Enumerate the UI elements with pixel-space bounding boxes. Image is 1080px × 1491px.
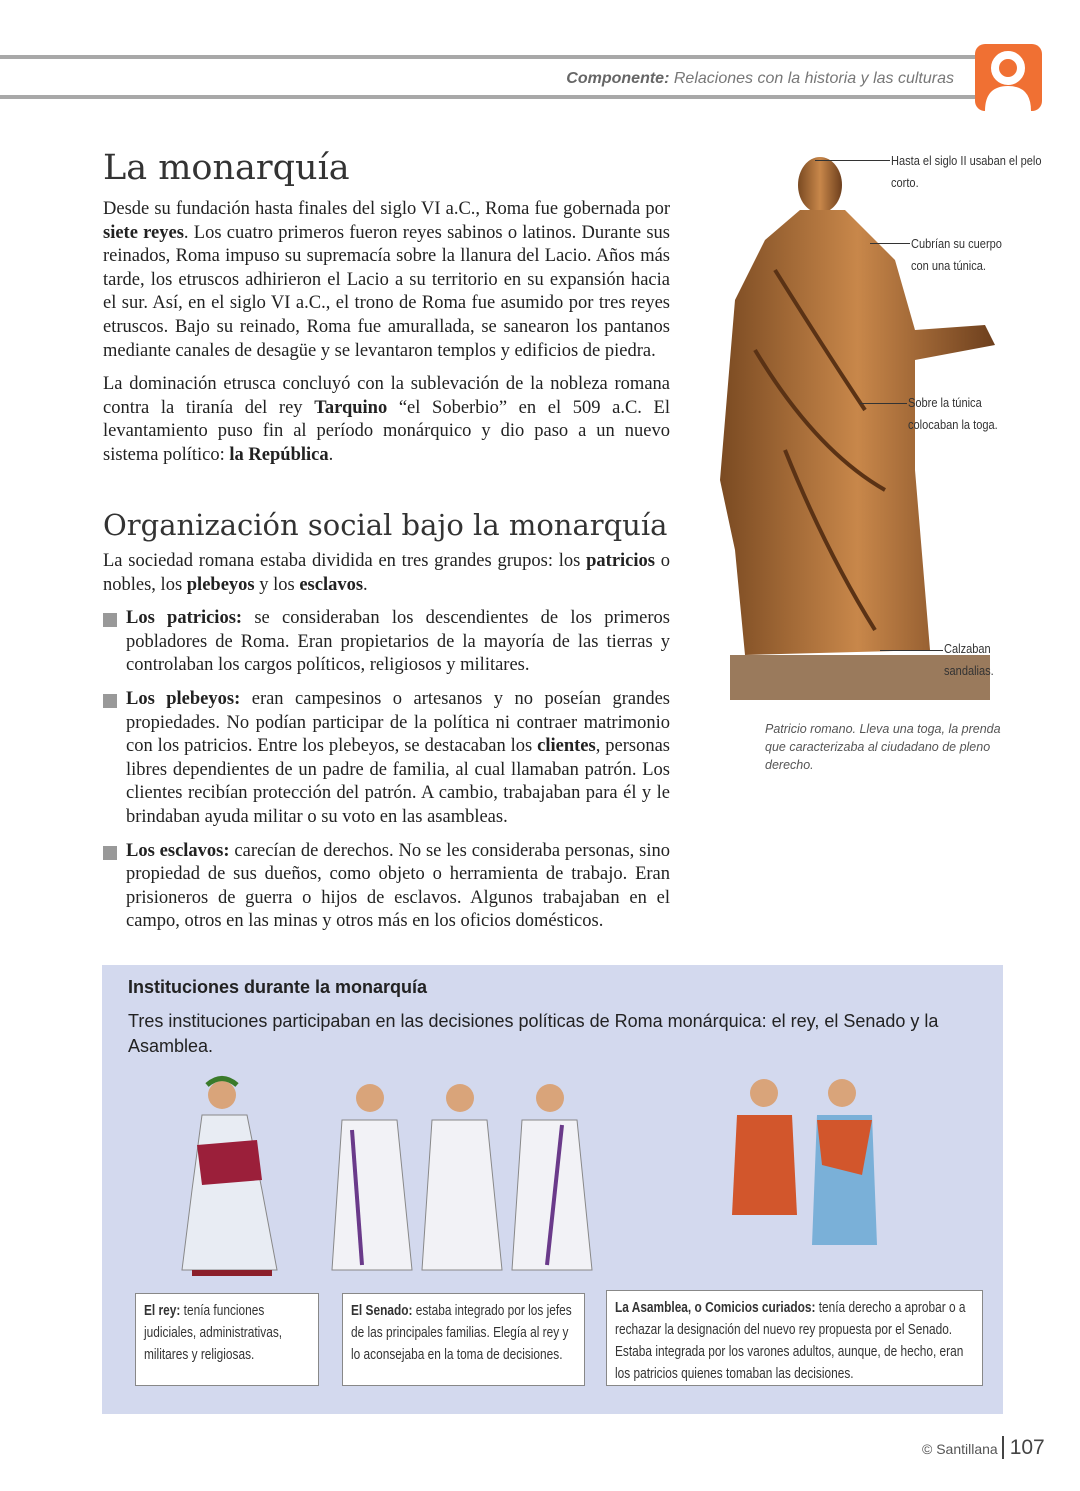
bullet-patricios (103, 607, 670, 678)
text-segment: . Los cuatro primeros fueron reyes sabinos o latinos. Durante sus reinados, Roma impuso su supremacía sobre la llanura del Lacio. Años más tarde, los etruscos adhirieron el Lacio a su territorio en su expansión hacia el sur. Así, en el siglo VI a.C., el trono de Roma fue asumido por tres reyes etruscos. Bajo su reinado, Roma fue amurallada, se sanearon los pantanos mediante canales de desagüe y se levantaron templos y edificios de piedra. (103, 222, 670, 361)
text-segment: tenía funciones judiciales, administrativas, militares y religiosas. (144, 1303, 283, 1363)
text-segment: Desde su fundación hasta finales del siglo VI a.C., Roma fue gobernada por (103, 199, 670, 219)
text-segment: . (363, 574, 368, 595)
annotation-sandals: Calzaban sandalias. (944, 641, 994, 678)
institutions-box (102, 965, 1003, 1414)
institutions-title: Instituciones durante la monarquía (128, 977, 428, 997)
leader-line (815, 160, 890, 161)
statue-caption: Patricio romano. Lleva una toga, la prenda que caracterizaba al ciudadano de pleno derecho. (765, 722, 1001, 772)
paragraph (103, 373, 670, 467)
text-segment: “el Soberbio” en el 509 a.C. El levantamiento puso fin al período monárquico y dio paso a un nuevo sistema político: (103, 397, 670, 465)
annotation-tunic: Cubrían su cuerpo con una túnica. (911, 236, 1002, 273)
text-segment: El rey: (144, 1303, 181, 1319)
text-segment: La sociedad romana estaba dividida en tres grandes grupos: los (103, 551, 587, 571)
publisher: © Santillana (922, 1441, 998, 1457)
text-segment: esclavos (299, 574, 364, 595)
assembly-illustration (702, 1065, 902, 1295)
paragraph (103, 550, 670, 597)
card-king (135, 1293, 319, 1386)
institutions-intro: Tres instituciones participaban en las decisiones políticas de Roma monárquica: el rey, el Senado y la Asamblea. (128, 1011, 939, 1056)
component-value: Relaciones con la historia y las culturas (673, 70, 954, 87)
bullet-plebeyos (103, 688, 670, 830)
leader-line (860, 403, 907, 404)
text-segment: Los plebeyos: (126, 688, 241, 709)
person-icon (975, 44, 1042, 111)
card-assembly (606, 1290, 983, 1386)
annotation-toga: Sobre la túnica colocaban la toga. (908, 395, 998, 432)
section1-body (103, 198, 670, 478)
paragraph (103, 198, 670, 363)
annotation-hair: Hasta el siglo II usaban el pelo corto. (891, 153, 1042, 190)
text-segment: se consideraban los descendientes de los primeros pobladores de Roma. Eran propietarios de la mayoría de las tierras y controlaban los cargos políticos, religiosos y militares. (126, 608, 670, 676)
text-segment: patricios (586, 551, 655, 571)
text-segment: tenía derecho a aprobar o a rechazar la designación del nuevo rey propuesta por el Senado. Estaba integrada por los varones adultos, aunque, de hecho, eran los patricios quienes tomaban las decisiones. (615, 1300, 966, 1382)
page-number: 107 (1002, 1436, 1045, 1459)
text-segment: o nobles, los (103, 551, 671, 595)
text-segment: . (328, 444, 334, 465)
text-segment: y los (254, 574, 300, 595)
text-segment: eran campesinos o artesanos y no poseían grandes propiedades. No podían participar de la política ni contraer matrimonio con los patricios. Entre los plebeyos, se destacaban los (126, 688, 670, 757)
text-segment: El Senado: (351, 1303, 413, 1319)
text-segment: la República (229, 444, 329, 465)
senate-illustration (322, 1070, 602, 1300)
bullet-esclavos (103, 840, 670, 934)
text-segment: La Asamblea, o Comicios curiados: (615, 1300, 816, 1316)
component-label (566, 70, 954, 88)
leader-line (880, 650, 943, 651)
text-segment: La dominación etrusca concluyó con la sublevación de la nobleza romana contra la tiranía del rey (103, 374, 670, 418)
text-segment: Los esclavos: (126, 840, 230, 861)
header-rule-bottom (0, 95, 975, 99)
text-segment: siete reyes (103, 222, 184, 243)
text-segment: carecían de derechos. No se les consideraba personas, sino propiedad de sus dueños, como objeto o herramienta de trabajo. Eran prisioneros de guerra o hijos de esclavos. Algunos trabajaban en el campo, otros en las minas y otros más en los oficios domésticos. (126, 840, 670, 932)
text-segment: Los patricios: (126, 608, 243, 629)
text-segment: Tarquino (314, 397, 388, 418)
footer (922, 1436, 1045, 1460)
header-rule-top (0, 55, 975, 59)
section2-body (103, 550, 670, 944)
text-segment: estaba integrado por los jefes de las principales familias. Elegía al rey y lo aconsejaba en la toma de decisiones. (351, 1303, 572, 1363)
page-title: La monarquía (103, 148, 350, 188)
card-senate (342, 1293, 585, 1386)
king-illustration (162, 1070, 302, 1300)
text-segment: , personas libres dependientes de un padre de familia, al cual llamaban patrón. Los clientes recibían protección del patrón. A cambio, trabajaban para él y le brindaban ayuda militar o su voto en las asambleas. (126, 736, 671, 827)
leader-line (870, 243, 910, 244)
text-segment: plebeyos (186, 574, 255, 595)
component-key: Componente: (566, 70, 670, 87)
section-title: Organización social bajo la monarquía (103, 508, 668, 542)
text-segment: clientes (537, 736, 596, 757)
